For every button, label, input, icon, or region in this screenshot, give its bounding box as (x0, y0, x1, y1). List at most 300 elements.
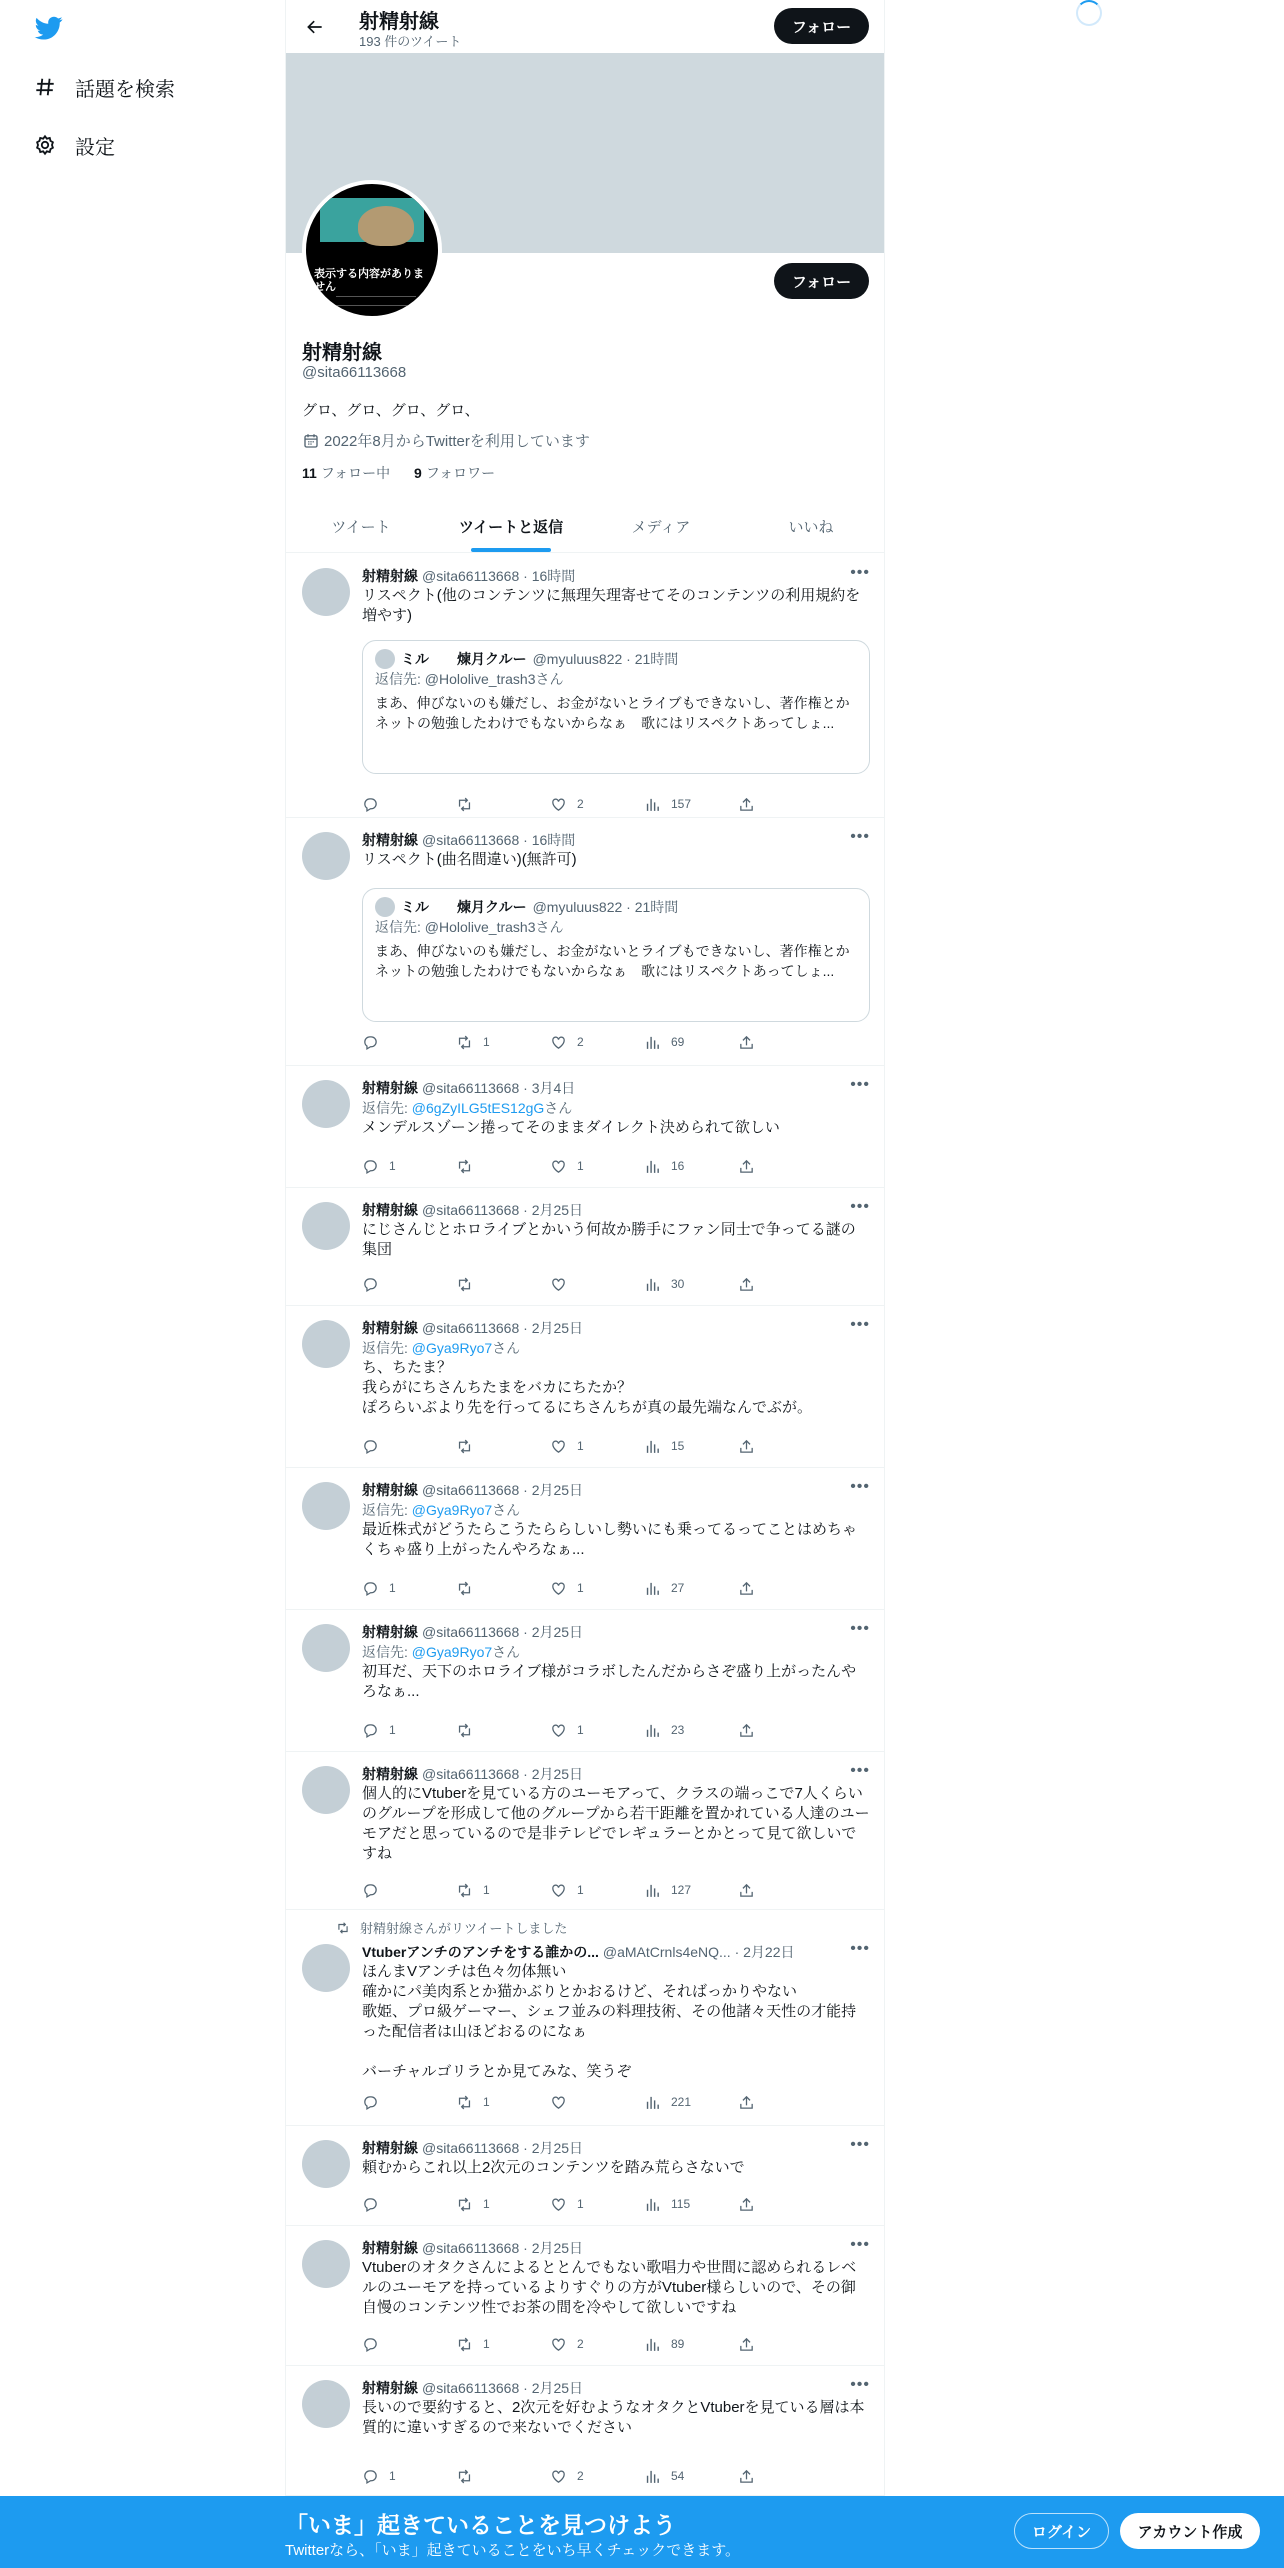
share-button[interactable] (738, 2194, 765, 2214)
tweet-author-name[interactable]: 射精射線 (362, 568, 418, 584)
like-button[interactable] (550, 1032, 584, 1052)
followers-link[interactable] (414, 465, 495, 481)
heart-icon (550, 1158, 577, 1175)
quoted-author-name: ミル 煉月クルー (401, 651, 527, 667)
profile-avatar[interactable] (302, 180, 442, 320)
signup-banner-subtitle: Twitterなら、「いま」起きていることをいち早くチェックできます。 (285, 2542, 741, 2559)
quoted-reply-to: 返信先: @Hololive_trash3さん (375, 919, 564, 935)
reply-icon (362, 1158, 389, 1175)
like-button[interactable] (550, 1880, 584, 1900)
header-tweet-count: 193 件のツイート (359, 34, 462, 49)
reply-to: 返信先: @Gya9Ryo7さん (362, 1644, 521, 1660)
followers-count: 9 (414, 465, 422, 481)
tab-media[interactable]: メディア (631, 518, 691, 536)
retweet-icon (456, 2468, 483, 2485)
reply-button[interactable] (362, 794, 389, 814)
reply-button[interactable] (362, 1436, 389, 1456)
retweet-small-icon (336, 1921, 350, 1935)
share-button[interactable] (738, 1578, 765, 1598)
tweet-actions (362, 2092, 802, 2112)
retweet-button[interactable] (456, 1274, 483, 1294)
reply-icon (362, 1438, 389, 1455)
profile-handle: @sita66113668 (302, 364, 407, 381)
share-icon (738, 2336, 765, 2353)
tweet-body (362, 1942, 870, 2082)
reply-button[interactable] (362, 2092, 389, 2112)
reply-button[interactable] (362, 1880, 389, 1900)
tweet-actions (362, 1274, 802, 1294)
following-count: 11 (302, 465, 317, 481)
reply-to-handle[interactable]: @6gZyILG5tES12gG (411, 1100, 545, 1116)
like-button[interactable] (550, 794, 584, 814)
tweet-author-name[interactable]: 射精射線 (362, 1624, 418, 1640)
reply-to: 返信先: @6gZyILG5tES12gGさん (362, 1100, 573, 1116)
tweet-body (362, 566, 870, 626)
tweet-meta[interactable]: @sita66113668 · 2月25日 (422, 1766, 584, 1782)
reply-icon (362, 2094, 389, 2111)
tweet[interactable] (286, 1752, 885, 1910)
profile-header-bar (286, 0, 884, 53)
tweet-meta[interactable]: @sita66113668 · 2月25日 (422, 2240, 584, 2256)
tweet-author-name[interactable]: Vtuberアンチのアンチをする誰かの... (362, 1944, 599, 1960)
reply-button[interactable] (362, 1720, 396, 1740)
quoted-author-name: ミル 煉月クルー (401, 899, 527, 915)
share-icon (738, 1882, 765, 1899)
tweet-author-name[interactable]: 射精射線 (362, 2240, 418, 2256)
like-button[interactable] (550, 1274, 577, 1294)
tab-tweets-and-replies[interactable]: ツイートと返信 (436, 500, 586, 552)
reply-to: 返信先: @Gya9Ryo7さん (362, 1340, 521, 1356)
views-icon (644, 1276, 671, 1293)
reply-count: 1 (389, 1159, 396, 1173)
tweet-avatar[interactable] (302, 1202, 350, 1250)
share-icon (738, 796, 765, 813)
nav-explore[interactable] (33, 67, 175, 107)
like-button[interactable] (550, 1578, 584, 1598)
retweet-icon (456, 2196, 483, 2213)
views-button[interactable] (644, 1156, 684, 1176)
reply-icon (362, 796, 389, 813)
retweet-button[interactable] (456, 2194, 490, 2214)
tweet-header (362, 1480, 870, 1500)
tweet-meta[interactable]: @aMAtCrnls4eNQ... · 2月22日 (602, 1944, 795, 1960)
reply-button[interactable] (362, 1578, 396, 1598)
tweet-actions (362, 1880, 802, 1900)
retweet-icon (456, 1882, 483, 1899)
views-count: 16 (671, 1159, 685, 1173)
views-count: 157 (671, 797, 692, 811)
heart-icon (550, 1882, 577, 1899)
more-icon[interactable]: ••• (850, 1198, 870, 1215)
like-count: 2 (577, 2469, 584, 2483)
tweet-body (362, 830, 870, 870)
tweet-meta[interactable]: @sita66113668 · 16時間 (422, 568, 576, 584)
reply-to-handle[interactable]: @Gya9Ryo7 (411, 1644, 493, 1660)
tweet-avatar[interactable] (302, 1080, 350, 1128)
gear-icon (33, 133, 57, 157)
back-arrow-icon[interactable] (300, 12, 330, 42)
tweet-actions (362, 2466, 802, 2486)
tweet-meta[interactable]: @sita66113668 · 2月25日 (422, 2140, 584, 2156)
views-button[interactable] (644, 2092, 691, 2112)
avatar-notice-text: 表示する内容がありません (314, 268, 424, 293)
retweet-count: 1 (483, 2197, 490, 2211)
tweet-body (362, 1622, 870, 1702)
views-icon (644, 796, 671, 813)
tweet-avatar[interactable] (302, 1482, 350, 1530)
like-count: 2 (577, 797, 584, 811)
more-icon[interactable]: ••• (850, 1762, 870, 1779)
tweet-body (362, 1200, 870, 1260)
heart-icon (550, 2336, 577, 2353)
retweet-button[interactable] (456, 1156, 483, 1176)
reply-icon (362, 2196, 389, 2213)
views-button[interactable] (644, 2334, 684, 2354)
views-icon (644, 2468, 671, 2485)
tweet-avatar[interactable] (302, 1944, 350, 1992)
heart-icon (550, 1438, 577, 1455)
follow-stats (302, 463, 495, 483)
views-icon (644, 1722, 671, 1739)
share-icon (738, 1438, 765, 1455)
tweet-actions (362, 794, 802, 814)
retweet-count: 1 (483, 1883, 490, 1897)
reply-icon (362, 1580, 389, 1597)
retweet-button[interactable] (456, 1032, 490, 1052)
like-button[interactable] (550, 1156, 584, 1176)
tweet-header (362, 1764, 870, 1784)
tweet-meta[interactable]: @sita66113668 · 3月4日 (422, 1080, 576, 1096)
like-button[interactable] (550, 2334, 584, 2354)
share-button[interactable] (738, 2466, 765, 2486)
reply-button[interactable] (362, 1274, 389, 1294)
more-icon[interactable]: ••• (850, 1478, 870, 1495)
tweet-header (362, 1622, 870, 1642)
tweet-author-name[interactable]: 射精射線 (362, 2380, 418, 2396)
tweet-header (362, 2138, 870, 2158)
retweet-icon (456, 796, 483, 813)
tweet-text: 最近株式がどうたらこうたららしいし勢いにも乗ってるってことはめちゃくちゃ盛り上がったんやろなぁ... (362, 1521, 858, 1558)
reply-icon (362, 1034, 389, 1051)
tweet-author-name[interactable]: 射精射線 (362, 1202, 418, 1218)
more-icon[interactable]: ••• (850, 828, 870, 845)
quoted-tweet-header (375, 649, 857, 669)
more-icon[interactable]: ••• (850, 2376, 870, 2393)
tweet-header (362, 2238, 870, 2258)
heart-icon (550, 2468, 577, 2485)
tweet-text: ち、ちたま？ 我らがにちさんちたまをバカにちたか？ ぽろらいぶより先を行ってるにちさんちが真の最先端なんでぶが。 (362, 1359, 813, 1416)
like-button[interactable] (550, 2092, 577, 2112)
views-count: 30 (671, 1277, 685, 1291)
quoted-text: まあ、伸びないのも嫌だし、お金がないとライブもできないし、著作権とかネットの勉強したわけでもないからなぁ 歌にはリスペクトあってしょ... (375, 943, 850, 979)
quoted-tweet-avatar (375, 649, 395, 669)
reply-to: 返信先: @Gya9Ryo7さん (362, 1502, 521, 1518)
tweet[interactable] (286, 1468, 885, 1610)
tweet[interactable] (286, 2226, 885, 2366)
profile-joined (302, 430, 590, 451)
tweet-avatar[interactable] (302, 1766, 350, 1814)
following-label: フォロー中 (320, 465, 391, 481)
like-count: 2 (577, 2337, 584, 2351)
quoted-tweet[interactable] (362, 888, 870, 1022)
tweet-header (362, 1942, 870, 1962)
quoted-text: まあ、伸びないのも嫌だし、お金がないとライブもできないし、著作権とかネットの勉強したわけでもないからなぁ 歌にはリスペクトあってしょ... (375, 695, 850, 731)
tweet-body (362, 2378, 870, 2438)
reply-count: 1 (389, 1723, 396, 1737)
more-icon[interactable]: ••• (850, 2236, 870, 2253)
tweet-text: 初耳だ、天下のホロライブ様がコラボしたんだからさぞ盛り上がったんやろなぁ... (362, 1663, 857, 1700)
share-icon (738, 1722, 765, 1739)
quoted-tweet-avatar (375, 897, 395, 917)
tweet-body (362, 1318, 870, 1418)
quoted-reply-to: 返信先: @Hololive_trash3さん (375, 671, 564, 687)
retweet-button[interactable] (456, 1436, 483, 1456)
tweet-author-name[interactable]: 射精射線 (362, 1766, 418, 1782)
tweet-text: 頼むからこれ以上2次元のコンテンツを踏み荒らさないで (362, 2159, 745, 2176)
views-button[interactable] (644, 2466, 684, 2486)
like-count: 2 (577, 1035, 584, 1049)
signup-banner-title: 「いま」起きていることを見つけよう (285, 2512, 676, 2538)
views-count: 15 (671, 1439, 685, 1453)
tweet-meta[interactable]: @sita66113668 · 2月25日 (422, 2380, 584, 2396)
tweet-meta[interactable]: @sita66113668 · 16時間 (422, 832, 576, 848)
retweet-icon (456, 1722, 483, 1739)
heart-icon (550, 1276, 577, 1293)
tweet-body (362, 1078, 870, 1138)
like-button[interactable] (550, 2466, 584, 2486)
retweet-icon (456, 1158, 483, 1175)
signup-banner (0, 2496, 1284, 2568)
views-button[interactable] (644, 2194, 690, 2214)
views-count: 221 (671, 2095, 692, 2109)
views-button[interactable] (644, 794, 691, 814)
share-button[interactable] (738, 1156, 765, 1176)
tweet-actions (362, 2194, 802, 2214)
heart-icon (550, 796, 577, 813)
retweet-icon (456, 1438, 483, 1455)
tweet-body (362, 2138, 870, 2178)
tweet-avatar[interactable] (302, 568, 350, 616)
follow-button[interactable]: フォロー (774, 263, 869, 299)
like-count: 1 (577, 1159, 584, 1173)
share-button[interactable] (738, 2334, 765, 2354)
tweet[interactable] (286, 2126, 885, 2226)
retweet-button[interactable] (456, 1720, 483, 1740)
share-button[interactable] (738, 794, 765, 814)
more-icon[interactable]: ••• (850, 564, 870, 581)
retweet-count: 1 (483, 1035, 490, 1049)
tweet-avatar[interactable] (302, 832, 350, 880)
reply-button[interactable] (362, 1032, 389, 1052)
tweet[interactable] (286, 818, 885, 1066)
tweet-text: リスペクト(他のコンテンツに無理矢理寄せてそのコンテンツの利用規約を増やす) (362, 587, 861, 624)
share-button[interactable] (738, 2092, 765, 2112)
like-count: 1 (577, 2197, 584, 2211)
tweet-meta[interactable]: @sita66113668 · 2月25日 (422, 1482, 584, 1498)
following-link[interactable] (302, 465, 390, 481)
quoted-tweet[interactable] (362, 640, 870, 774)
tweet-avatar[interactable] (302, 2240, 350, 2288)
heart-icon (550, 1034, 577, 1051)
more-icon[interactable]: ••• (850, 1940, 870, 1957)
tweet-header (362, 566, 870, 586)
views-button[interactable] (644, 1880, 691, 1900)
tweet-avatar[interactable] (302, 1320, 350, 1368)
login-button[interactable]: ログイン (1014, 2513, 1109, 2549)
views-button[interactable] (644, 1436, 684, 1456)
share-button[interactable] (738, 1436, 765, 1456)
heart-icon (550, 2094, 577, 2111)
more-icon[interactable]: ••• (850, 1620, 870, 1637)
like-count: 1 (577, 1883, 584, 1897)
nav-settings[interactable] (33, 125, 115, 165)
share-button[interactable] (738, 1880, 765, 1900)
share-button[interactable] (738, 1032, 765, 1052)
reply-icon (362, 1722, 389, 1739)
share-icon (738, 1276, 765, 1293)
tweet[interactable] (286, 1610, 885, 1752)
tweet-text: ほんまVアンチは色々勿体無い 確かにパ美肉系とか猫かぶりとかおるけど、そればっかりやない 歌姫、プロ級ゲーマー、シェフ並みの料理技術、その他諸々天性の才能持った配信者は山ほどおるのになぁ バーチャルゴリラとか見てみな、笑うぞ (362, 1963, 857, 2080)
reply-count: 1 (389, 1581, 396, 1595)
tweet[interactable] (286, 1910, 885, 2126)
heart-icon (550, 1580, 577, 1597)
nav-settings-label: 設定 (75, 136, 115, 159)
reply-button[interactable] (362, 1156, 396, 1176)
tweet-author-name[interactable]: 射精射線 (362, 1080, 418, 1096)
retweet-icon (456, 1034, 483, 1051)
views-count: 54 (671, 2469, 685, 2483)
tweet-meta[interactable]: @sita66113668 · 2月25日 (422, 1320, 584, 1336)
views-icon (644, 2094, 671, 2111)
share-button[interactable] (738, 1720, 765, 1740)
followers-label: フォロワー (425, 465, 496, 481)
reply-to-handle[interactable]: @Gya9Ryo7 (411, 1502, 493, 1518)
tweet-body (362, 1764, 870, 1864)
tweet-actions (362, 1720, 802, 1740)
retweet-button[interactable] (456, 2466, 483, 2486)
tweet-actions (362, 2334, 802, 2354)
views-button[interactable] (644, 1578, 684, 1598)
joined-text: 2022年8月からTwitterを利用しています (324, 433, 590, 450)
tweet-avatar[interactable] (302, 2140, 350, 2188)
reply-button[interactable] (362, 2466, 396, 2486)
views-icon (644, 1882, 671, 1899)
views-button[interactable] (644, 1720, 684, 1740)
tab-tweets[interactable]: ツイート (331, 518, 391, 536)
reply-button[interactable] (362, 2194, 389, 2214)
tweet-text: リスペクト(曲名間違い)(無許可) (362, 851, 577, 868)
calendar-icon (302, 432, 320, 450)
views-icon (644, 2336, 671, 2353)
reply-icon (362, 2468, 389, 2485)
retweet-button[interactable] (456, 794, 483, 814)
like-button[interactable] (550, 1436, 584, 1456)
tweet-header (362, 1318, 870, 1338)
more-icon[interactable]: ••• (850, 1316, 870, 1333)
tweet-avatar[interactable] (302, 1624, 350, 1672)
loading-spinner-icon (1076, 0, 1102, 26)
tweet[interactable] (286, 2366, 885, 2496)
like-count: 1 (577, 1581, 584, 1595)
reply-to-handle[interactable]: @Gya9Ryo7 (411, 1340, 493, 1356)
tweet-text: Vtuberのオタクさんによるととんでもない歌唱力や世間に認められるレベルのユーモアを持っているよりすぐりの方がVtuber様らしいので、その御自慢のコンテンツ性でお茶の間を冷やして欲しいですね (362, 2259, 857, 2316)
views-icon (644, 1034, 671, 1051)
tweet-body (362, 2238, 870, 2318)
views-icon (644, 1158, 671, 1175)
like-button[interactable] (550, 1720, 584, 1740)
tweet-meta[interactable]: @sita66113668 · 2月25日 (422, 1624, 584, 1640)
retweet-button[interactable] (456, 1880, 490, 1900)
share-icon (738, 1158, 765, 1175)
tweet-actions (362, 1578, 802, 1598)
reply-count: 1 (389, 2469, 396, 2483)
tweet-avatar[interactable] (302, 2380, 350, 2428)
like-button[interactable] (550, 2194, 584, 2214)
share-button[interactable] (738, 1274, 765, 1294)
retweet-button[interactable] (456, 2334, 490, 2354)
retweet-count: 1 (483, 2095, 490, 2109)
tweet-author-name[interactable]: 射精射線 (362, 1482, 418, 1498)
tweet-author-name[interactable]: 射精射線 (362, 1320, 418, 1336)
share-icon (738, 2196, 765, 2213)
views-count: 115 (671, 2197, 691, 2211)
tweet-header (362, 1200, 870, 1220)
hashtag-icon (33, 75, 57, 99)
tweet-text: にじさんじとホロライブとかいう何故か勝手にファン同士で争ってる謎の集団 (362, 1221, 856, 1258)
more-icon[interactable]: ••• (850, 1076, 870, 1093)
views-count: 127 (671, 1883, 692, 1897)
tweet[interactable] (286, 1188, 885, 1306)
main-column (285, 0, 885, 2496)
views-count: 27 (671, 1581, 685, 1595)
retweet-icon (456, 2094, 483, 2111)
tweet-actions (362, 1156, 802, 1176)
tweet[interactable] (286, 1306, 885, 1468)
views-icon (644, 1580, 671, 1597)
profile-tabs (286, 500, 885, 553)
tweet-actions (362, 1032, 802, 1052)
tweet[interactable] (286, 1066, 885, 1188)
views-button[interactable] (644, 1274, 684, 1294)
retweeted-by-label: 射精射線さんがリツイートしました (336, 1918, 567, 1937)
retweet-icon (456, 2336, 483, 2353)
tweet-meta[interactable]: @sita66113668 · 2月25日 (422, 1202, 584, 1218)
tweet-author-name[interactable]: 射精射線 (362, 832, 418, 848)
share-icon (738, 2468, 765, 2485)
tweet-author-name[interactable]: 射精射線 (362, 2140, 418, 2156)
tab-likes[interactable]: いいね (788, 518, 834, 536)
signup-button[interactable]: アカウント作成 (1120, 2513, 1260, 2549)
header-follow-button[interactable]: フォロー (774, 8, 869, 44)
nav-explore-label: 話題を検索 (75, 78, 175, 101)
tweet[interactable] (286, 554, 885, 818)
retweet-button[interactable] (456, 2092, 490, 2112)
like-count: 1 (577, 1439, 584, 1453)
quoted-tweet-header (375, 897, 857, 917)
views-count: 69 (671, 1035, 685, 1049)
more-icon[interactable]: ••• (850, 2136, 870, 2153)
tweet-text: メンデルスゾーン捲ってそのままダイレクト決められて欲しい (362, 1119, 780, 1136)
tweet-text: 個人的にVtuberを見ている方のユーモアって、クラスの端っこで7人くらいのグループを形成して他のグループから若干距離を置かれている人達のユーモアだと思っているので是非テレビでレギュラーとかとって見て欲しいですね (362, 1785, 870, 1862)
reply-button[interactable] (362, 2334, 389, 2354)
twitter-logo-icon[interactable] (33, 14, 65, 42)
reply-icon (362, 1276, 389, 1293)
views-button[interactable] (644, 1032, 684, 1052)
views-icon (644, 2196, 671, 2213)
retweet-button[interactable] (456, 1578, 483, 1598)
retweet-icon (456, 1276, 483, 1293)
tweet-body (362, 1480, 870, 1560)
